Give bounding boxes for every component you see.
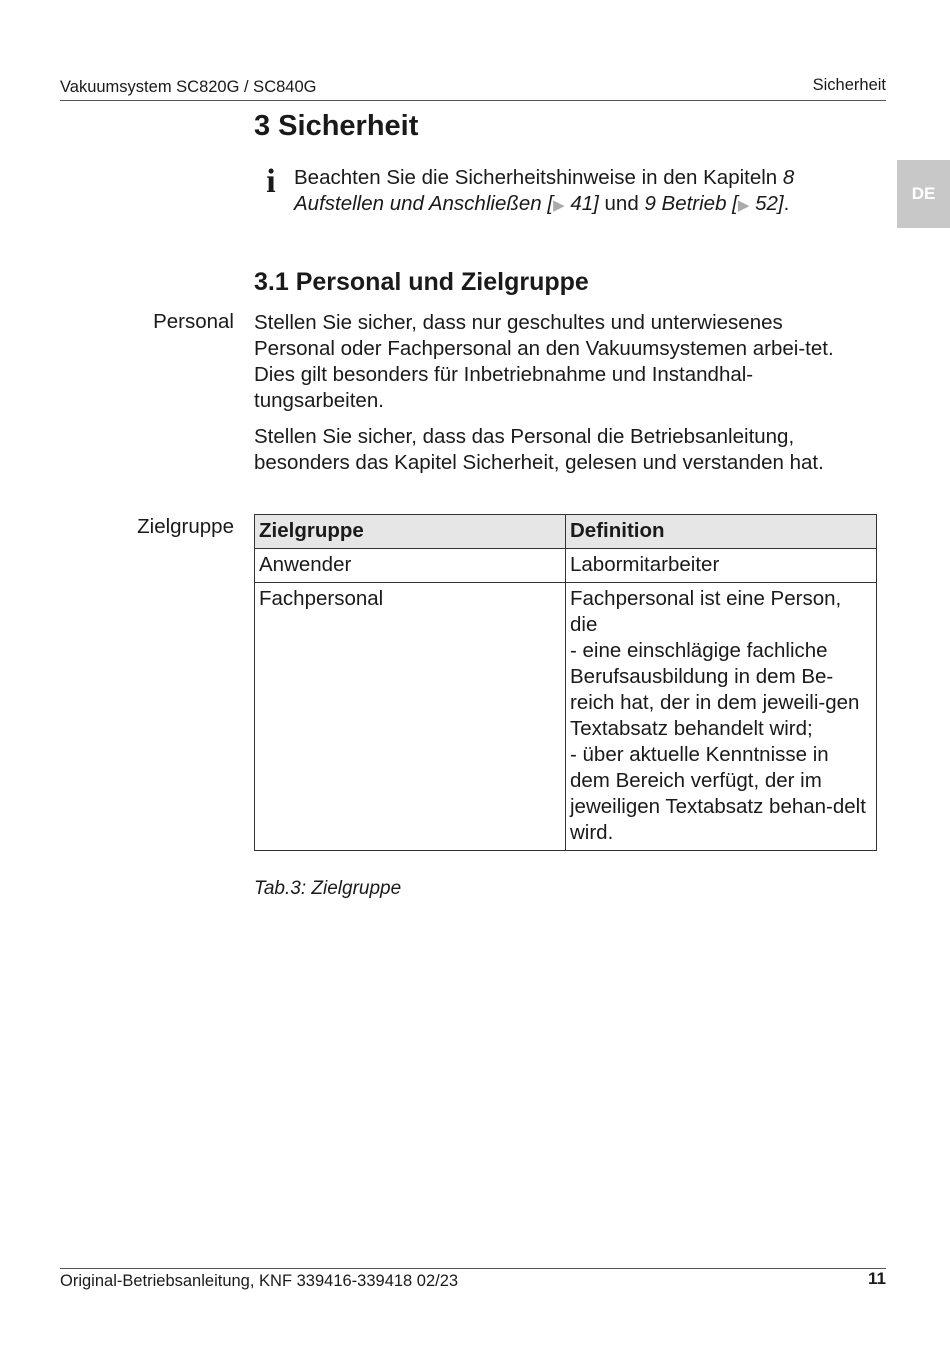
table-cell: Fachpersonal <box>255 583 566 851</box>
table-row <box>255 549 877 583</box>
xref-betrieb-title: 9 Betrieb [ <box>644 192 738 215</box>
info-text-after: . <box>783 192 790 215</box>
footer-document-id: Original-Betriebsanleitung, KNF 339416-339418 02/23 <box>60 1272 459 1290</box>
language-tab: DE <box>897 160 950 228</box>
margin-label-zielgruppe: Zielgruppe <box>137 515 234 538</box>
table-caption: Tab.3: Zielgruppe <box>254 878 402 899</box>
running-header-section: Sicherheit <box>812 76 886 94</box>
chapter-title: 3 Sicherheit <box>254 110 419 142</box>
info-text-before: Beachten Sie die Sicherheitshinweise in den Kapiteln <box>294 166 783 189</box>
xref-arrow-icon: ▶ <box>737 197 750 214</box>
page-number: 11 <box>868 1269 886 1288</box>
margin-label-personal: Personal <box>153 310 234 333</box>
info-note <box>294 165 869 219</box>
header-divider <box>60 100 886 101</box>
info-text-between: und <box>598 192 645 215</box>
xref-betrieb[interactable] <box>644 192 783 215</box>
xref-betrieb-page: 52] <box>749 192 784 215</box>
section-title: 3.1 Personal und Zielgruppe <box>254 268 589 296</box>
table-row <box>255 583 877 851</box>
table-header-cell: Definition <box>566 515 877 549</box>
personal-paragraph: Stellen Sie sicher, dass nur geschultes und unterwiesenes Personal oder Fachpersonal an den Vakuumsystemen arbei-tet. Dies gilt besonders für Inbetriebnahme und Instandhal-tungsarbeiten. <box>254 311 834 412</box>
table-header-row <box>255 515 877 549</box>
personal-paragraph: Stellen Sie sicher, dass das Personal die Betriebsanleitung, besonders das Kapitel Sicherheit, gelesen und verstanden hat. <box>254 425 824 474</box>
table-cell: Fachpersonal ist eine Person, die - eine einschlägige fachliche Berufsausbildung in dem Be-reich hat, der in dem jeweili-gen Textabsatz behandelt wird; - über aktuelle Kenntnisse in dem Bereich verfügt, der im jeweiligen Textabsatz behan-delt wird. <box>566 583 877 851</box>
xref-arrow-icon: ▶ <box>553 197 565 214</box>
running-header-title: Vakuumsystem SC820G / SC840G <box>60 78 317 96</box>
xref-aufstellen-title: 8 Aufstellen und Anschließen [ <box>294 166 795 215</box>
xref-aufstellen-page: 41] <box>564 192 599 215</box>
table-cell: Labormitarbeiter <box>566 549 877 583</box>
footer-divider <box>60 1268 886 1269</box>
table-cell: Anwender <box>255 549 566 583</box>
table-header-cell: Zielgruppe <box>255 515 566 549</box>
info-icon: i <box>266 163 276 200</box>
target-group-table <box>254 514 877 851</box>
